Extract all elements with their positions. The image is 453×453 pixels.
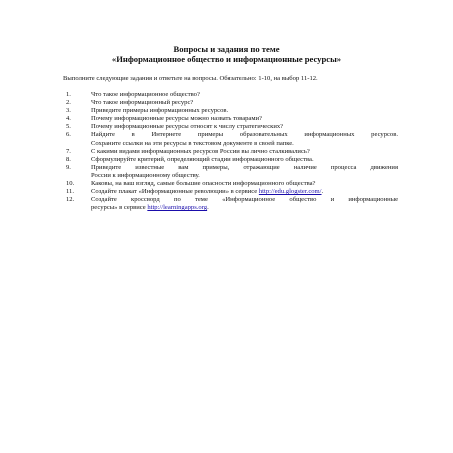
question-text: ресурсы» в сервисе [91, 204, 148, 212]
question-number: 4. [66, 115, 71, 123]
instructions-text: Выполните следующие задания и ответьте на вопросы. Обязательно: 1-10, на выбор 11-12. [63, 75, 318, 82]
question-number: 7. [66, 147, 71, 155]
question-text: Что такое информационный ресурс? [91, 99, 194, 107]
question-number: 11. [66, 188, 74, 196]
question-text-line-1: Создайте кроссворд по теме «Информационное общество и информационные [91, 196, 398, 204]
question-number: 2. [66, 99, 71, 107]
question-number: 10. [66, 180, 75, 188]
question-text: С какими видами информационных ресурсов России вы лично сталкивались? [91, 147, 310, 155]
question-number: 8. [66, 155, 71, 163]
question-item-2 [66, 99, 398, 107]
question-item-5 [66, 123, 398, 131]
question-text-end: . [207, 204, 209, 212]
question-text-line-2: Сохраните ссылки на эти ресурсы в текстовом документе в своей папке. [91, 139, 294, 147]
question-item-7 [66, 148, 398, 156]
question-text: Сформулируйте критерий, определяющий стадии информационного общества. [91, 155, 314, 163]
question-text: Почему информационные ресурсы можно назвать товарами? [91, 115, 262, 123]
question-text: Почему информационные ресурсы относят к числу стратегических? [91, 123, 284, 131]
question-number: 12. [66, 196, 75, 204]
document-title-line-1: Вопросы и задания по теме [173, 44, 280, 54]
question-item-4 [66, 115, 398, 123]
question-item-1 [66, 91, 398, 99]
question-text: Приведите примеры информационных ресурсов. [91, 107, 229, 115]
question-number: 3. [66, 107, 71, 115]
question-number: 6. [66, 131, 71, 139]
question-text-line-2: России к информационному обществу. [91, 171, 200, 179]
question-number: 9. [66, 163, 71, 171]
document-title-line-2: «Информационное общество и информационные ресурсы» [111, 54, 342, 64]
question-number: 1. [66, 91, 71, 98]
glogster-link[interactable]: http://edu.glogster.com/ [258, 188, 322, 196]
question-text-end: . [321, 188, 324, 196]
learningapps-link[interactable]: http://learningapps.org [147, 204, 208, 212]
questions-list [66, 91, 398, 212]
question-item-6 [66, 131, 398, 147]
question-item-3 [66, 107, 398, 115]
question-text: Что такое информационное общество? [91, 91, 200, 98]
question-item-10 [66, 180, 398, 188]
question-item-12 [66, 196, 398, 212]
question-item-9 [66, 164, 398, 180]
question-text-line-1: Приведите известные вам примеры, отражающие наличие процесса движения [91, 163, 398, 171]
question-text: Создайте плакат «Информационные революции» в сервисе [91, 188, 259, 196]
question-text-line-2 [91, 204, 398, 212]
question-item-11 [66, 188, 398, 196]
question-item-8 [66, 156, 398, 164]
question-text: Каковы, на ваш взгляд, самые большие опасности информационного общества? [91, 180, 316, 188]
question-text-line-1: Найдите в Интернете примеры образовательных информационных ресурсов. [91, 131, 398, 139]
question-number: 5. [66, 123, 71, 131]
